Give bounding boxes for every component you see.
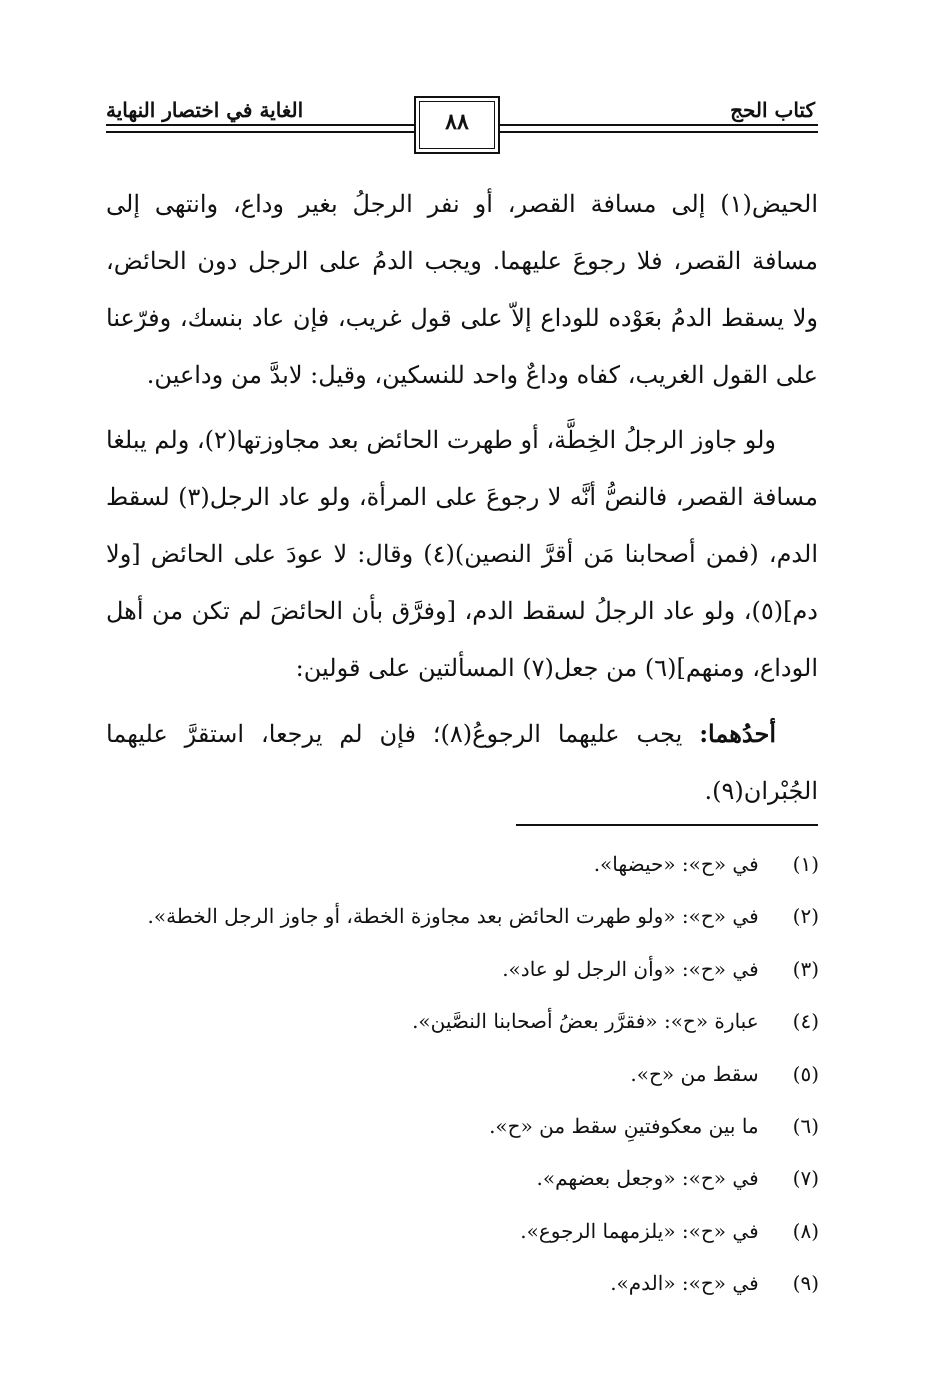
footnote-item <box>119 1160 819 1212</box>
paragraph-3-lead: أحدُهما: <box>699 719 776 748</box>
paragraph-1: الحيض(١) إلى مسافة القصر، أو نفر الرجلُ بغير وداع، وانتهى إلى مسافة القصر، فلا رجوعَ عليهما. ويجب الدمُ على الرجل دون الحائض، ولا يسقط الدمُ بعَوْده للوداع إلاّ على قول غريب، فإن عاد بنسك، وفرّعنا على القول الغريب، كفاه وداعٌ واحد للنسكين، وقيل: لابدَّ من وداعين. <box>106 190 818 389</box>
footnote-number: (٣) <box>792 956 819 981</box>
footnote-text: في «ح»: «حيضها». <box>593 852 759 876</box>
footnote-item <box>119 1003 819 1055</box>
paragraph-3-text: يجب عليهما الرجوعُ(٨)؛ فإن لم يرجعا، استقرَّ عليهما الجُبْران(٩). <box>106 720 818 805</box>
page-number: ٨٨ <box>445 109 469 135</box>
footnote-item <box>119 1108 819 1160</box>
footnote-text: في «ح»: «وجعل بعضهم». <box>536 1166 759 1191</box>
footnote-item <box>119 846 819 898</box>
footnote-number: (٢) <box>792 904 819 929</box>
footnote-item <box>119 951 819 1003</box>
book-title: الغاية في اختصار النهاية <box>106 98 304 122</box>
footnote-number: (٧) <box>792 1166 819 1191</box>
footnote-text: عبارة «ح»: «فقرَّر بعضُ أصحابنا النصَّين». <box>412 1009 759 1034</box>
footnote-item <box>119 1213 819 1265</box>
footnote-text: في «ح»: «وأن الرجل لو عاد». <box>502 956 759 981</box>
footnote-item <box>119 898 819 950</box>
paragraph-2: ولو جاوز الرجلُ الخِطَّة، أو طهرت الحائض بعد مجاوزتها(٢)، ولم يبلغا مسافة القصر، فالنصُّ أنَّه لا رجوعَ على المرأة، ولو عاد الرجل(٣) لسقط الدم، (فمن أصحابنا مَن أقرَّ النصين)(٤) وقال: لا عودَ على الحائض [ولا دم](٥)، ولو عاد الرجلُ لسقط الدم، [وفرَّق بأن الحائضَ لم تكن من أهل الوداع، ومنهم](٦) من جعل(٧) المسألتين على قولين: <box>106 426 819 682</box>
footnote-number: (٤) <box>792 1009 819 1034</box>
footnote-item <box>119 1265 819 1317</box>
footnote-text: في «ح»: «الدم». <box>610 1271 759 1296</box>
footnote-text: سقط من «ح». <box>630 1061 759 1086</box>
footnotes <box>119 846 819 1318</box>
footnote-number: (٥) <box>792 1061 819 1086</box>
paragraph-3 <box>106 705 818 820</box>
chapter-title: كتاب الحج <box>730 98 815 122</box>
footnote-number: (٩) <box>792 1271 819 1296</box>
footnote-number: (٦) <box>792 1113 819 1138</box>
footnote-number: (٨) <box>792 1218 819 1243</box>
page-number-frame <box>414 96 500 154</box>
footnote-text: في «ح»: «ولو طهرت الحائض بعد مجاوزة الخطة، أو جاوز الرجل الخطة». <box>147 904 759 929</box>
main-text <box>106 176 818 828</box>
footnote-separator <box>516 824 818 826</box>
footnote-item <box>119 1056 819 1108</box>
footnote-text: في «ح»: «يلزمهما الرجوع». <box>520 1218 759 1243</box>
footnote-text: ما بين معكوفتينِ سقط من «ح». <box>489 1113 759 1138</box>
footnote-number: (١) <box>792 852 819 876</box>
